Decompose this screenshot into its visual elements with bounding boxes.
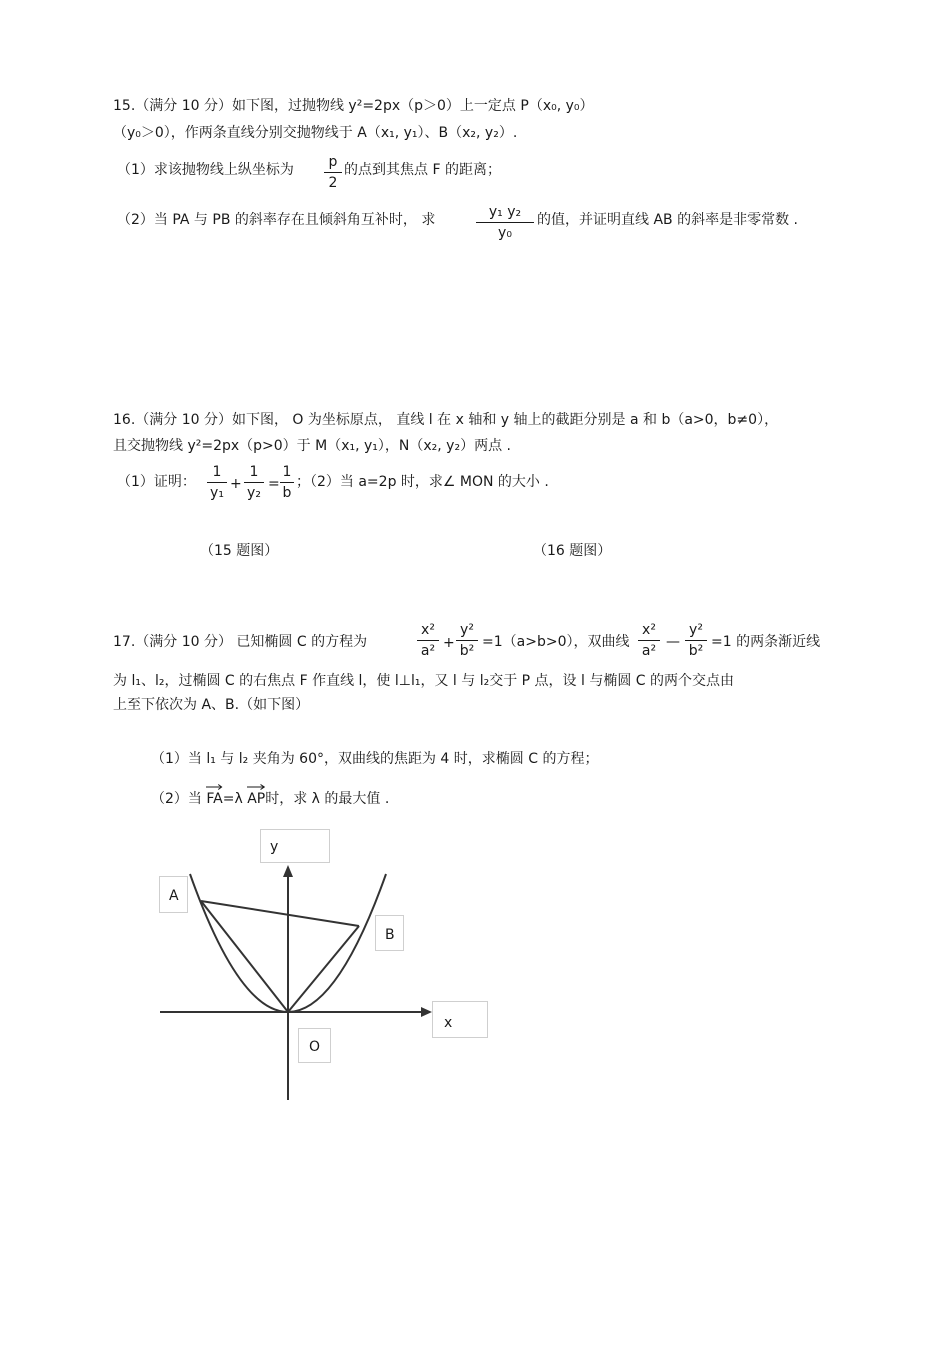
vector-fa-label: FA — [206, 791, 223, 807]
p16-line2: 且交抛物线 y²=2px（p>0）于 M（x₁, y₁），N（x₂, y₂）两点 . — [113, 438, 511, 454]
fraction-numerator: p — [328, 154, 338, 170]
p15-q1-text-end: 的点到其焦点 F 的距离； — [344, 162, 501, 178]
p15-line2: （y₀＞0），作两条直线分别交抛物线于 A（x₁, y₁）、B（x₂, y₂）. — [113, 125, 518, 141]
fraction-denominator: b² — [688, 643, 704, 659]
p15-q1-text: （1）求该抛物线上纵坐标为 — [117, 162, 294, 178]
minus-sign: — — [666, 634, 680, 650]
fraction-denominator: y₀ — [498, 225, 512, 241]
fraction-numerator: y₁ y₂ — [488, 204, 522, 220]
fraction-denominator: y₁ — [210, 485, 224, 501]
caption-16: （16 题图） — [533, 543, 612, 559]
p15-q2-text-end: 的值，并证明直线 AB 的斜率是非零常数 . — [537, 212, 798, 228]
fraction-numerator: y² — [689, 622, 703, 638]
label-b: B — [375, 915, 404, 951]
plus-sign: + — [443, 635, 455, 651]
p17-line1-text: 17.（满分 10 分） 已知椭圆 C 的方程为 — [113, 634, 368, 650]
p16-line1: 16.（满分 10 分）如下图， O 为坐标原点， 直线 l 在 x 轴和 y 轴上的截距分别是 a 和 b（a>0，b≠0）， — [113, 412, 779, 428]
chord-ob — [288, 926, 359, 1012]
fraction-denominator: 2 — [328, 175, 338, 191]
equals-sign: = — [268, 476, 280, 492]
fraction-numerator: x² — [642, 622, 656, 638]
x-axis-arrow-icon — [421, 1007, 432, 1017]
fraction-denominator: a² — [641, 643, 657, 659]
p16-q1-text: （1）证明： — [117, 474, 196, 490]
fraction-denominator: a² — [420, 643, 436, 659]
fraction-numerator: y² — [460, 622, 474, 638]
caption-15: （15 题图） — [200, 543, 279, 559]
p17-line1-end: =1 的两条渐近线 — [711, 634, 821, 650]
p17-q2-pre: （2）当 — [151, 791, 202, 807]
label-y: y — [260, 829, 330, 863]
fraction-numerator: 1 — [282, 464, 292, 480]
fraction-numerator: 1 — [249, 464, 259, 480]
p17-line3: 上至下依次为 A、B.（如下图） — [113, 697, 310, 713]
fraction-numerator: x² — [421, 622, 435, 638]
fraction-denominator: y₂ — [247, 485, 261, 501]
y-axis-arrow-icon — [283, 865, 293, 877]
label-a: A — [159, 876, 188, 913]
p17-q2-mid: =λ — [222, 791, 243, 807]
p17-line1-mid: =1（a>b>0），双曲线 — [482, 634, 630, 650]
label-o: O — [298, 1028, 331, 1063]
plus-sign: + — [230, 476, 242, 492]
p15-q2-text: （2）当 PA 与 PB 的斜率存在且倾斜角互补时， 求 — [117, 212, 436, 228]
fraction-denominator: b — [282, 485, 292, 501]
p17-q1: （1）当 l₁ 与 l₂ 夹角为 60°，双曲线的焦距为 4 时，求椭圆 C 的方程； — [151, 751, 599, 767]
fraction-denominator: b² — [459, 643, 475, 659]
p15-line1: 15.（满分 10 分）如下图，过抛物线 y²=2px（p＞0）上一定点 P（x₀, y₀） — [113, 98, 594, 114]
p17-line2: 为 l₁、l₂，过椭圆 C 的右焦点 F 作直线 l，使 l⊥l₁，又 l 与 l₂交于 P 点，设 l 与椭圆 C 的两个交点由 — [113, 673, 735, 689]
vector-ap-label: AP — [247, 791, 266, 807]
p17-q2-post: 时，求 λ 的最大值 . — [265, 791, 390, 807]
p16-q-text-end: ；（2）当 a=2p 时，求∠ MON 的大小 . — [296, 474, 549, 490]
label-x: x — [432, 1001, 488, 1038]
fraction-numerator: 1 — [212, 464, 222, 480]
chord-ab — [201, 901, 359, 926]
chord-oa — [201, 901, 288, 1012]
